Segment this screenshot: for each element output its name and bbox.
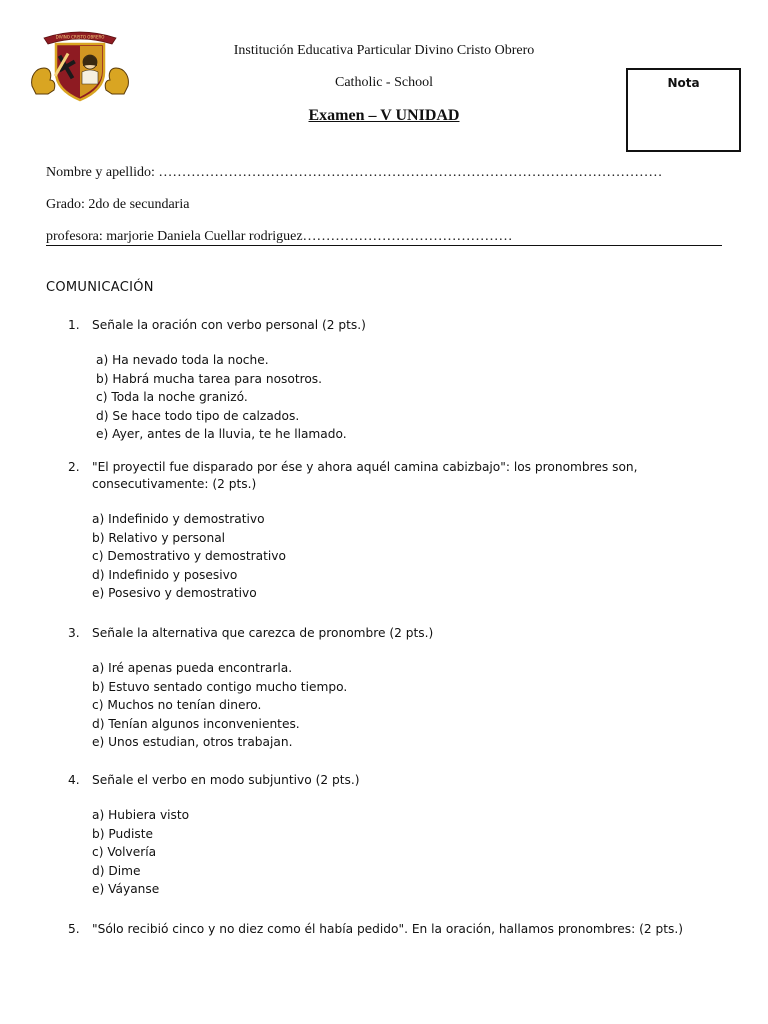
student-grade-field: Grado: 2do de secundaria — [46, 197, 190, 212]
option-c[interactable]: c) Demostrativo y demostrativo — [92, 549, 286, 563]
option-e[interactable]: e) Unos estudian, otros trabajan. — [92, 735, 293, 749]
grade-box-label: Nota — [667, 76, 700, 90]
option-d[interactable]: d) Tenían algunos inconvenientes. — [92, 716, 300, 731]
option-b[interactable]: b) Habrá mucha tarea para nosotros. — [96, 371, 323, 386]
option-d[interactable]: d) Dime — [92, 863, 141, 878]
question-text: Señale el verbo en modo subjuntivo (2 pts.) — [92, 773, 360, 787]
option-b[interactable]: b) Pudiste — [92, 826, 153, 841]
teacher-field: profesora: marjorie Daniela Cuellar rodriguez……………………………………… — [46, 229, 513, 244]
question-number: 1. — [68, 318, 80, 332]
question-text: Señale la oración con verbo personal (2 pts.) — [92, 318, 366, 332]
option-a[interactable]: a) Iré apenas pueda encontrarla. — [92, 661, 293, 675]
question-number: 3. — [68, 626, 80, 640]
option-e[interactable]: e) Váyanse — [92, 882, 160, 896]
question-text: Señale la alternativa que carezca de pronombre (2 pts.) — [92, 626, 434, 640]
question-number: 2. — [68, 460, 80, 474]
section-title: COMUNICACIÓN — [46, 280, 154, 295]
header-divider — [46, 245, 722, 246]
school-type: Catholic - School — [335, 75, 433, 90]
question-text: "Sólo recibió cinco y no diez como él había pedido". En la oración, hallamos pronombres: (2 pts.) — [92, 922, 683, 936]
school-crest-logo — [28, 24, 132, 104]
option-c[interactable]: c) Muchos no tenían dinero. — [92, 698, 262, 712]
option-a[interactable]: a) Hubiera visto — [92, 808, 190, 822]
grade-box[interactable] — [626, 68, 741, 152]
question-text: "El proyectil fue disparado por ése y ahora aquél camina cabizbajo": los pronombres son, consecutivamente: (2 pts.) — [92, 460, 638, 491]
crest-banner-text: DIVINO CRISTO OBRERO — [55, 34, 105, 40]
question-number: 4. — [68, 773, 80, 787]
option-a[interactable]: a) Indefinido y demostrativo — [92, 512, 265, 526]
option-c[interactable]: c) Volvería — [92, 845, 157, 859]
question-1-options — [96, 351, 347, 444]
option-b[interactable]: b) Relativo y personal — [92, 530, 226, 545]
option-d[interactable]: d) Se hace todo tipo de calzados. — [96, 408, 300, 423]
option-a[interactable]: a) Ha nevado toda la noche. — [96, 353, 269, 367]
question-4-options — [92, 806, 189, 899]
option-b[interactable]: b) Estuvo sentado contigo mucho tiempo. — [92, 679, 348, 694]
question-2-options — [92, 510, 286, 603]
exam-title: Examen – V UNIDAD — [308, 107, 460, 124]
option-e[interactable]: e) Posesivo y demostrativo — [92, 586, 257, 600]
question-number: 5. — [68, 922, 80, 936]
option-e[interactable]: e) Ayer, antes de la lluvia, te he llamado. — [96, 427, 347, 441]
institution-name: Institución Educativa Particular Divino Cristo Obrero — [233, 43, 535, 58]
student-name-field[interactable]: Nombre y apellido: ……………………………………………………………………………………………… — [46, 165, 663, 180]
option-c[interactable]: c) Toda la noche granizó. — [96, 390, 248, 404]
option-d[interactable]: d) Indefinido y posesivo — [92, 567, 238, 582]
question-3-options — [92, 659, 347, 752]
